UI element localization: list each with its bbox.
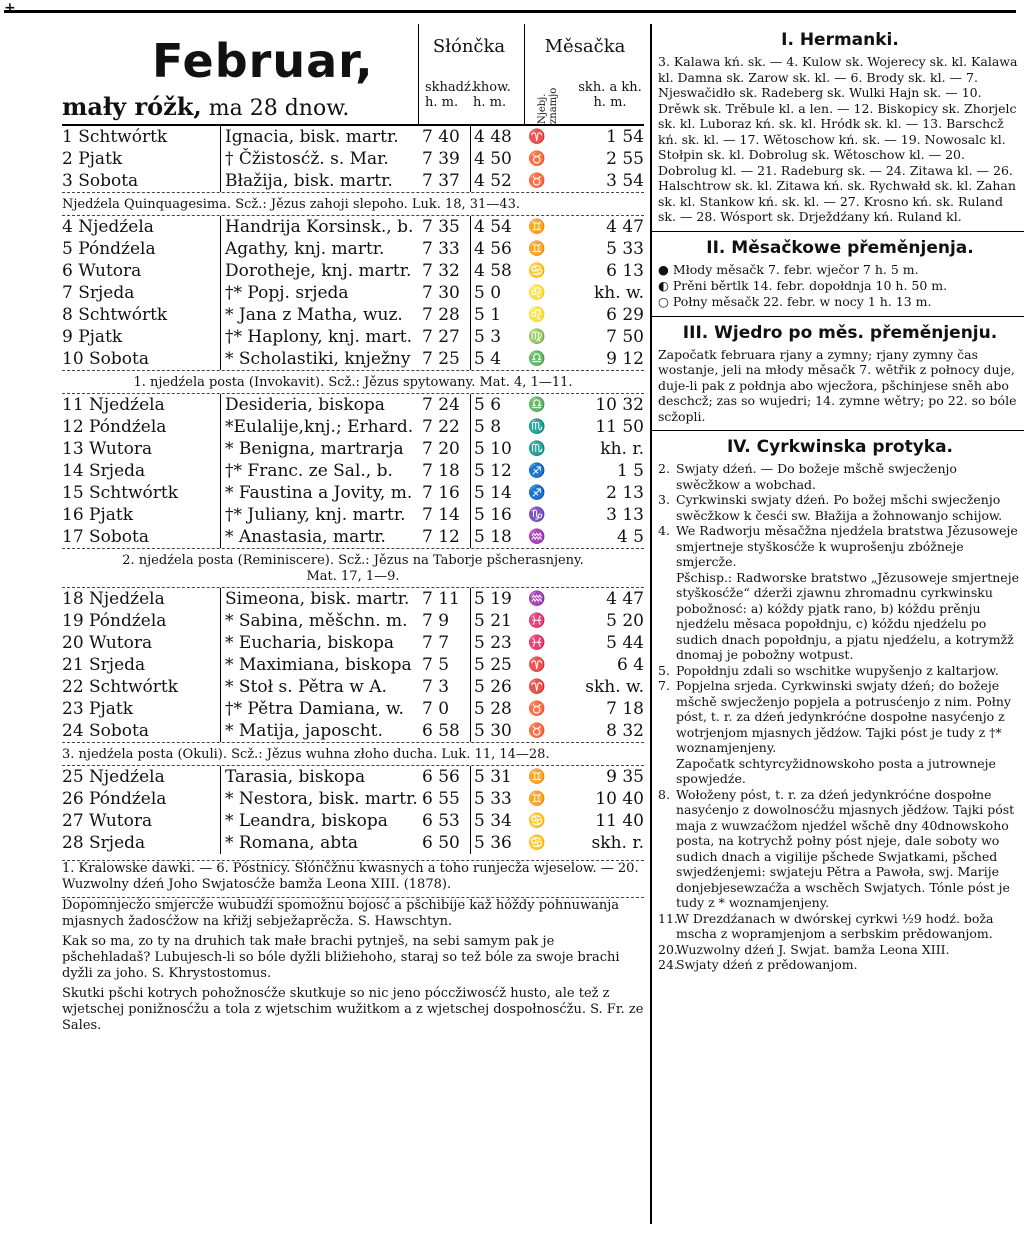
moon-phase-text: Połny měsačk 22. febr. w nocy 1 h. 13 m. (672, 293, 932, 309)
church-item (658, 492, 1022, 523)
sunset-time: 4 52 (470, 170, 522, 192)
sunset-time: 5 12 (470, 460, 522, 482)
divider (652, 430, 1024, 431)
moon-time: kh. w. (594, 283, 644, 303)
church-items (658, 461, 1022, 973)
item-text: Pšchisp.: Radworske bratstwo „Jězusoweje smjertneje styškosćže“ dźerži zjawnu zhromadnu cyrkwinsku pobožnosć: a) kóždy pjatk rano, b) kóždu prěnju njedźelu měsaca popołdnju, c) kóždu njedźelu po sudich dnach popołdnju, a pjatu njedźelu, a kotrymžž dnomaj je pobožny wotpust. (676, 569, 1019, 662)
month-title: Februar, (152, 34, 374, 88)
zodiac-icon: ♎ (528, 351, 546, 367)
sunrise-time: 7 37 (422, 171, 460, 191)
moon-title: Měsačka (544, 36, 626, 57)
day-name: 21 Srjeda (62, 655, 146, 675)
section-moon-phases: II. Měsačkowe přeměnjenja. (706, 237, 974, 258)
day-name: 12 Póndźela (62, 417, 167, 437)
day-name: 22 Schtwórtk (62, 677, 179, 697)
subtitle-bold: mały róžk, (62, 92, 202, 121)
day-row (62, 460, 644, 482)
saint-name: Błažija, bisk. martr. (220, 170, 421, 192)
saint-name: * Stoł s. Pětra w A. (220, 676, 421, 698)
moon-header (524, 24, 645, 124)
sunrise-time: 6 56 (422, 767, 460, 787)
day-name: 11 Njedźela (62, 395, 165, 415)
item-number: 7. (658, 678, 670, 693)
moon-time: 11 40 (595, 811, 644, 831)
day-name: 2 Pjatk (62, 149, 123, 169)
item-text: We Radworju měsačžna njedźela bratstwa Jězusoweje smjertneje styškosćže k wuprošenju zbóžneje smjercže. (676, 523, 1018, 569)
sunrise-time: 7 25 (422, 349, 460, 369)
day-name: 9 Pjatk (62, 327, 123, 347)
day-name: 14 Srjeda (62, 461, 146, 481)
day-row (62, 526, 644, 548)
moon-time: 6 4 (616, 655, 644, 675)
day-name: 4 Njedźela (62, 217, 154, 237)
sunday-note-3 (62, 548, 644, 587)
sunset-time: 5 18 (470, 526, 522, 548)
day-row (62, 148, 644, 170)
saint-name: Ignacia, bisk. martr. (220, 126, 421, 148)
day-row (62, 126, 644, 148)
saint-name: * Eucharia, biskopa (220, 632, 421, 654)
saint-name: Agathy, knj. martr. (220, 238, 421, 260)
saint-name: †* Juliany, knj. martr. (220, 504, 421, 526)
sunrise-time: 7 7 (422, 633, 450, 653)
saint-name: †* Popj. srjeda (220, 282, 421, 304)
moon-time: 4 47 (606, 589, 644, 609)
saint-name: †* Haplony, knj. mart. (220, 326, 421, 348)
day-row (62, 394, 644, 416)
sunset-time: 4 58 (470, 260, 522, 282)
saint-name: Simeona, bisk. martr. (220, 588, 421, 610)
zodiac-icon: ♈ (528, 657, 546, 673)
sunday-note-4: 3. njedźela posta (Okuli). Scž.: Jězus wuhna złoho ducha. Luk. 11, 14—28. (62, 742, 644, 765)
sunset-time: 5 26 (470, 676, 522, 698)
day-name: 3 Sobota (62, 171, 139, 191)
moon-time: 2 13 (606, 483, 644, 503)
moon-phases-list (658, 262, 1022, 310)
zodiac-icon: ♓ (528, 613, 546, 629)
moon-time: 4 47 (606, 217, 644, 237)
church-item (658, 678, 1022, 756)
sunrise-time: 7 33 (422, 239, 460, 259)
zodiac-icon: ♉ (528, 151, 546, 167)
saint-name: † Čžistosćž. s. Mar. (220, 148, 421, 170)
sunrise-label: skhadź. h. m. (425, 80, 475, 110)
sunset-time: 5 19 (470, 588, 522, 610)
moon-time: 3 54 (606, 171, 644, 191)
moon-time: skh. w. (585, 677, 644, 697)
sunrise-time: 7 0 (422, 699, 450, 719)
sunset-time: 5 16 (470, 504, 522, 526)
sunset-time: 5 34 (470, 810, 522, 832)
day-row (62, 676, 644, 698)
sunrise-time: 7 12 (422, 527, 460, 547)
notes-column (650, 24, 1022, 1224)
day-row (62, 720, 644, 742)
day-name: 19 Póndźela (62, 611, 167, 631)
sunrise-time: 7 22 (422, 417, 460, 437)
day-name: 13 Wutora (62, 439, 153, 459)
moon-time: 5 33 (606, 239, 644, 259)
zodiac-icon: ♋ (528, 835, 546, 851)
saint-name: *Eulalije,knj.; Erhard. (220, 416, 421, 438)
moon-phase-text: Prěni běrtlk 14. febr. dopołdnja 10 h. 50 m. (672, 277, 948, 293)
moon-phase-icon: ◐ (658, 277, 673, 293)
day-row (62, 260, 644, 282)
moon-time: 8 32 (606, 721, 644, 741)
zodiac-icon: ♓ (528, 635, 546, 651)
day-row (62, 698, 644, 720)
saint-name: * Sabina, měšchn. m. (220, 610, 421, 632)
divider (652, 316, 1024, 317)
moon-time: 9 12 (606, 349, 644, 369)
day-name: 25 Njedźela (62, 767, 165, 787)
sunrise-time: 7 35 (422, 217, 460, 237)
sunrise-time: 7 20 (422, 439, 460, 459)
moon-time: 2 55 (606, 149, 644, 169)
month-subtitle (62, 92, 349, 121)
calendar-column (62, 24, 644, 1034)
item-number: 5. (658, 662, 670, 678)
zodiac-icon: ♌ (528, 307, 546, 323)
day-name: 10 Sobota (62, 349, 150, 369)
saint-name: Dorotheje, knj. martr. (220, 260, 421, 282)
item-text: Wołoženy póst, t. r. za dźeń jedynkróćne dospołne nasyćenjo z dowolnosćžu mjasnych jědźow. Tajki póst maja z wuwzaćžom njedźel wšchě dny 40dnowskoho posta, na kotrychž połny póst njeje, dale soboty wo sudich dnach a vigilije pšchede Swjatkami, pšched swjedźenjemi: swjateju Pětra a Pawoła, swj. Marije donjebjesewzaćža a wschěch Swjatych. Tónle póst je tudy z * woznamjenjeny. (676, 786, 1015, 910)
day-name: 20 Wutora (62, 633, 153, 653)
sunrise-time: 6 55 (422, 789, 460, 809)
day-row (62, 326, 644, 348)
sunrise-time: 7 24 (422, 395, 460, 415)
sunrise-time: 6 53 (422, 811, 460, 831)
sunset-time: 5 28 (470, 698, 522, 720)
zodiac-icon: ♏ (528, 419, 546, 435)
footnote: 1. Kralowske dawki. — 6. Póstnicy. Słónčžnu kwasnych a toho runjecža wjeselow. — 20. Wuzwolny dźeń Joho Swjatosćže bamža Leona XIII. (1878). (62, 860, 644, 893)
sunset-time: 5 3 (470, 326, 522, 348)
saint-name: * Scholastiki, knježny (220, 348, 421, 370)
sunset-time: 5 6 (470, 394, 522, 416)
item-number: 3. (658, 492, 670, 507)
moon-time: 10 40 (595, 789, 644, 809)
church-item (658, 461, 1022, 492)
sunset-time: 5 4 (470, 348, 522, 370)
sunrise-time: 7 30 (422, 283, 460, 303)
item-text: Swjaty dźeń. — Do božeje mšchě swjecženjo swěcžkow a wobchad. (676, 461, 957, 492)
church-item (658, 957, 1022, 973)
week-3 (62, 393, 644, 548)
day-row (62, 416, 644, 438)
saint-name: †* Pětra Damiana, w. (220, 698, 421, 720)
church-item (658, 787, 1022, 911)
saint-name: * Romana, abta (220, 832, 421, 854)
day-name: 7 Srjeda (62, 283, 135, 303)
sunrise-time: 7 39 (422, 149, 460, 169)
item-number: 24. (658, 957, 678, 972)
moon-time: 7 18 (606, 699, 644, 719)
weather-text: Započatk februara rjany a zymny; rjany zymny čas wostanje, jeli na młody měsačk 7. wětřik z połnocy duje, duje-li pak z połdnja abo wjecžora, pšchinjese sněh abo deschcž; zas so wujedri; 14. zymne wětry; po 22. so bóle scžopli. (658, 346, 1017, 424)
day-row (62, 588, 644, 610)
sunset-time: 5 23 (470, 632, 522, 654)
note-3-line-1: 2. njedźela posta (Reminiscere). Scž.: Jězus na Taborje pšcherasnjeny. (122, 553, 584, 568)
sunset-time: 5 14 (470, 482, 522, 504)
saint-name: †* Franc. ze Sal., b. (220, 460, 421, 482)
moon-phase-icon: ● (658, 261, 673, 277)
item-number: 4. (658, 523, 670, 538)
zodiac-icon: ♑ (528, 507, 546, 523)
week-5 (62, 765, 644, 854)
day-name: 23 Pjatk (62, 699, 134, 719)
zodiac-icon: ♒ (528, 591, 546, 607)
day-row (62, 348, 644, 370)
day-row (62, 654, 644, 676)
day-row (62, 238, 644, 260)
day-row (62, 304, 644, 326)
sunrise-time: 7 40 (422, 127, 460, 147)
day-name: 6 Wutora (62, 261, 142, 281)
sunrise-time: 7 28 (422, 305, 460, 325)
zodiac-label: Njebj. znamjo (537, 87, 559, 124)
week-4 (62, 587, 644, 742)
sunset-time: 5 10 (470, 438, 522, 460)
saint-name: Tarasia, biskopa (220, 766, 421, 788)
day-row (62, 810, 644, 832)
saint-name: * Anastasia, martr. (220, 526, 421, 548)
moon-time: 3 13 (606, 505, 644, 525)
zodiac-icon: ♌ (528, 285, 546, 301)
item-number (658, 570, 676, 663)
zodiac-icon: ♉ (528, 701, 546, 717)
day-name: 16 Pjatk (62, 505, 134, 525)
saint-name: * Matija, japoscht. (220, 720, 421, 742)
moon-time: 1 5 (616, 461, 644, 481)
moon-time: 5 20 (606, 611, 644, 631)
day-name: 26 Póndźela (62, 789, 167, 809)
saint-name: * Maximiana, biskopa (220, 654, 421, 676)
subtitle-rest: ma 28 dnow. (201, 96, 350, 121)
moon-time: 9 35 (606, 767, 644, 787)
zodiac-icon: ♎ (528, 397, 546, 413)
day-name: 1 Schtwórtk (62, 127, 168, 147)
saint-name: * Leandra, biskopa (220, 810, 421, 832)
item-text: Cyrkwinski swjaty dźeń. Po božej mšchi swjecženjo swěcžkow k česći sw. Błažija a žohnowanjo schijow. (676, 492, 1003, 523)
moon-time: 1 54 (606, 127, 644, 147)
sunrise-time: 7 3 (422, 677, 450, 697)
moon-phase-text: Młody měsačk 7. febr. wječor 7 h. 5 m. (672, 261, 919, 277)
zodiac-icon: ♊ (528, 219, 546, 235)
quote-1: Dopomnjecžo smjercže wubudźi spomožnu bojosć a pšchibije kaž hóždy pohnuwanja mjasnych žadosćžow na křižj sebježaprěcža. S. Hawschtyn. (62, 897, 644, 930)
moon-time-label: skh. a kh. h. m. (578, 80, 642, 110)
day-row (62, 832, 644, 854)
day-row (62, 482, 644, 504)
section-hermanki: I. Hermanki. (781, 30, 899, 50)
sunset-time: 4 48 (470, 126, 522, 148)
divider (652, 231, 1024, 232)
item-text: Popjelna srjeda. Cyrkwinski swjaty dźeń; do božeje mšchě swjecženjo popjela a potrusćenjo z nim. Połny póst, t. r. za dźeń jedynkróćne dospołne nasyćenjo z wotrjenjom mjasnych jědźow. Tajki póst je tudy z †* woznamjenjeny. (676, 678, 1011, 755)
item-number: 20. (658, 941, 678, 957)
day-row (62, 504, 644, 526)
item-number (658, 756, 676, 787)
day-row (62, 766, 644, 788)
quote-3: Skutki pšchi kotrych pohožnosćže skutkuje so nic jeno póccžiwosćž husto, ale tež z wjetschej ponižnosćžu a tola z wjetschim wužitkom a z wjetschej dospołnosćžu. S. Fr. ze Sales. (62, 986, 644, 1033)
sunday-note-1: Njedźela Quinquagesima. Scž.: Jězus zahoji slepoho. Luk. 18, 31—43. (62, 192, 644, 215)
moon-time: skh. r. (591, 833, 644, 853)
quote-2: Kak so ma, zo ty na druhich tak małe brachi pytnješ, na sebi samym pak je pšchehladaš? Lubujesch-li so bóle dyžli bližiehoho, staraj so tež bóle za swoje brachi dyžli za joho. S. Khrystostomus. (62, 934, 620, 981)
saint-name: * Faustina a Jovity, m. (220, 482, 421, 504)
day-name: 5 Póndźela (62, 239, 156, 259)
day-row (62, 216, 644, 238)
sunrise-time: 7 14 (422, 505, 460, 525)
moon-time: 11 50 (595, 417, 644, 437)
moon-time: 10 32 (595, 395, 644, 415)
sunrise-time: 7 11 (422, 589, 460, 609)
sunday-note-2: 1. njedźela posta (Invokavit). Scž.: Jězus spytowany. Mat. 4, 1—11. (62, 370, 644, 393)
church-item (658, 570, 1022, 663)
zodiac-icon: ♏ (528, 441, 546, 457)
sunrise-time: 7 5 (422, 655, 450, 675)
moon-time: 5 44 (606, 633, 644, 653)
sunrise-time: 7 9 (422, 611, 450, 631)
week-1 (62, 126, 644, 192)
hermanki-text: 3. Kalawa kń. sk. — 4. Kulow sk. Wojerecy sk. kl. Kalawa kl. Damna sk. Zarow sk. kl. — 6. Brody sk. kl. — 7. Njeswačidło sk. Radeberg sk. Wulki Hajn sk. — 10. Drěwk sk. Trěbule kl. a len. — 12. Biskopicy sk. Zhorjelc sk. kl. Luboraz kń. sk. kl. Hródk sk. kl. — 13. Barschcž kń. sk. kl. — 17. Wětoschow kń. sk. — 19. Nowosalc kl. Stołpin sk. kl. Dobrolug sk. Wětoschow kl. — 20. Dobrolug kl. — 21. Radeburg sk. — 24. Zitawa kl. — 26. Halschtrow sk. kl. Zitawa kń. sk. Rychwałd sk. kl. Zahan sk. kl. Stankow kń. sk. kl. — 27. Krosno kń. sk. Ruland sk. — 28. Wósport sk. Drježdźany kń. Ruland kl. (658, 54, 1018, 224)
sunset-time: 4 50 (470, 148, 522, 170)
zodiac-icon: ♉ (528, 173, 546, 189)
day-name: 8 Schtwórtk (62, 305, 168, 325)
item-number: 11. (658, 910, 678, 926)
zodiac-icon: ♈ (528, 679, 546, 695)
moon-phase-icon: ○ (658, 293, 673, 309)
week-2 (62, 215, 644, 370)
sunset-label: khow. h. m. (473, 80, 511, 110)
item-text: Popołdnju zdali so wschitke wupyšenjo z kaltarjow. (676, 662, 999, 678)
moon-time: 6 29 (606, 305, 644, 325)
zodiac-icon: ♋ (528, 813, 546, 829)
church-item (658, 942, 1022, 958)
day-row (62, 632, 644, 654)
sunset-time: 5 30 (470, 720, 522, 742)
sunrise-time: 6 58 (422, 721, 460, 741)
sunset-time: 4 54 (470, 216, 522, 238)
zodiac-icon: ♋ (528, 263, 546, 279)
zodiac-icon: ♊ (528, 241, 546, 257)
moon-phase-item (658, 294, 1022, 310)
zodiac-icon: ♐ (528, 485, 546, 501)
sunset-time: 4 56 (470, 238, 522, 260)
month-header (62, 24, 644, 126)
day-row (62, 170, 644, 192)
church-item (658, 756, 1022, 787)
day-row (62, 788, 644, 810)
day-row (62, 282, 644, 304)
sun-title: Słónčka (432, 36, 506, 57)
zodiac-icon: ♊ (528, 769, 546, 785)
sun-header (418, 24, 519, 124)
sunset-time: 5 21 (470, 610, 522, 632)
zodiac-icon: ♉ (528, 723, 546, 739)
item-text: Swjaty dźeń z prědowanjom. (676, 957, 858, 972)
sunrise-time: 7 27 (422, 327, 460, 347)
zodiac-icon: ♐ (528, 463, 546, 479)
item-text: Započatk schtyrcyžidnowskoho posta a jutrowneje spowjedźe. (676, 755, 996, 786)
sunrise-time: 7 16 (422, 483, 460, 503)
sunset-time: 5 1 (470, 304, 522, 326)
moon-time: kh. r. (600, 439, 644, 459)
moon-phase-item (658, 262, 1022, 278)
saint-name: Handrija Korsinsk., b. (220, 216, 421, 238)
sunrise-time: 7 32 (422, 261, 460, 281)
sunset-time: 5 36 (470, 832, 522, 854)
saint-name: * Benigna, martrarja (220, 438, 421, 460)
section-weather: III. Wjedro po měs. přeměnjenju. (682, 322, 998, 343)
zodiac-icon: ♊ (528, 791, 546, 807)
saint-name: * Jana z Matha, wuz. (220, 304, 421, 326)
zodiac-icon: ♍ (528, 329, 546, 345)
moon-time: 7 50 (606, 327, 644, 347)
sunrise-time: 7 18 (422, 461, 460, 481)
moon-time: 6 13 (606, 261, 644, 281)
day-name: 15 Schtwórtk (62, 483, 179, 503)
day-name: 24 Sobota (62, 721, 150, 741)
zodiac-icon: ♒ (528, 529, 546, 545)
sunset-time: 5 33 (470, 788, 522, 810)
item-text: W Drezdźanach w dwórskej cyrkwi ½9 hodź. boža mscha z wopramjenjom a serbskim prědowanjom. (676, 910, 994, 941)
saint-name: * Nestora, bisk. martr. (220, 788, 421, 810)
day-name: 18 Njedźela (62, 589, 165, 609)
sunset-time: 5 8 (470, 416, 522, 438)
day-name: 28 Srjeda (62, 833, 146, 853)
zodiac-icon: ♈ (528, 129, 546, 145)
moon-time: 4 5 (616, 527, 644, 547)
saint-name: Desideria, biskopa (220, 394, 421, 416)
section-church: IV. Cyrkwinska protyka. (726, 437, 954, 457)
sunset-time: 5 0 (470, 282, 522, 304)
church-item (658, 663, 1022, 679)
sunset-time: 5 25 (470, 654, 522, 676)
sunset-time: 5 31 (470, 766, 522, 788)
church-item (658, 911, 1022, 942)
top-rule (4, 10, 1016, 13)
corner-mark: + (4, 0, 16, 16)
day-name: 17 Sobota (62, 527, 150, 547)
day-row (62, 610, 644, 632)
item-text: Wuzwolny dźeń J. Swjat. bamža Leona XIII. (676, 941, 950, 957)
item-number: 2. (658, 461, 670, 476)
item-number: 8. (658, 786, 670, 802)
moon-phase-item (658, 278, 1022, 294)
day-row (62, 438, 644, 460)
note-3-line-2: Mat. 17, 1—9. (306, 569, 400, 584)
church-item (658, 523, 1022, 570)
day-name: 27 Wutora (62, 811, 153, 831)
sunrise-time: 6 50 (422, 833, 460, 853)
